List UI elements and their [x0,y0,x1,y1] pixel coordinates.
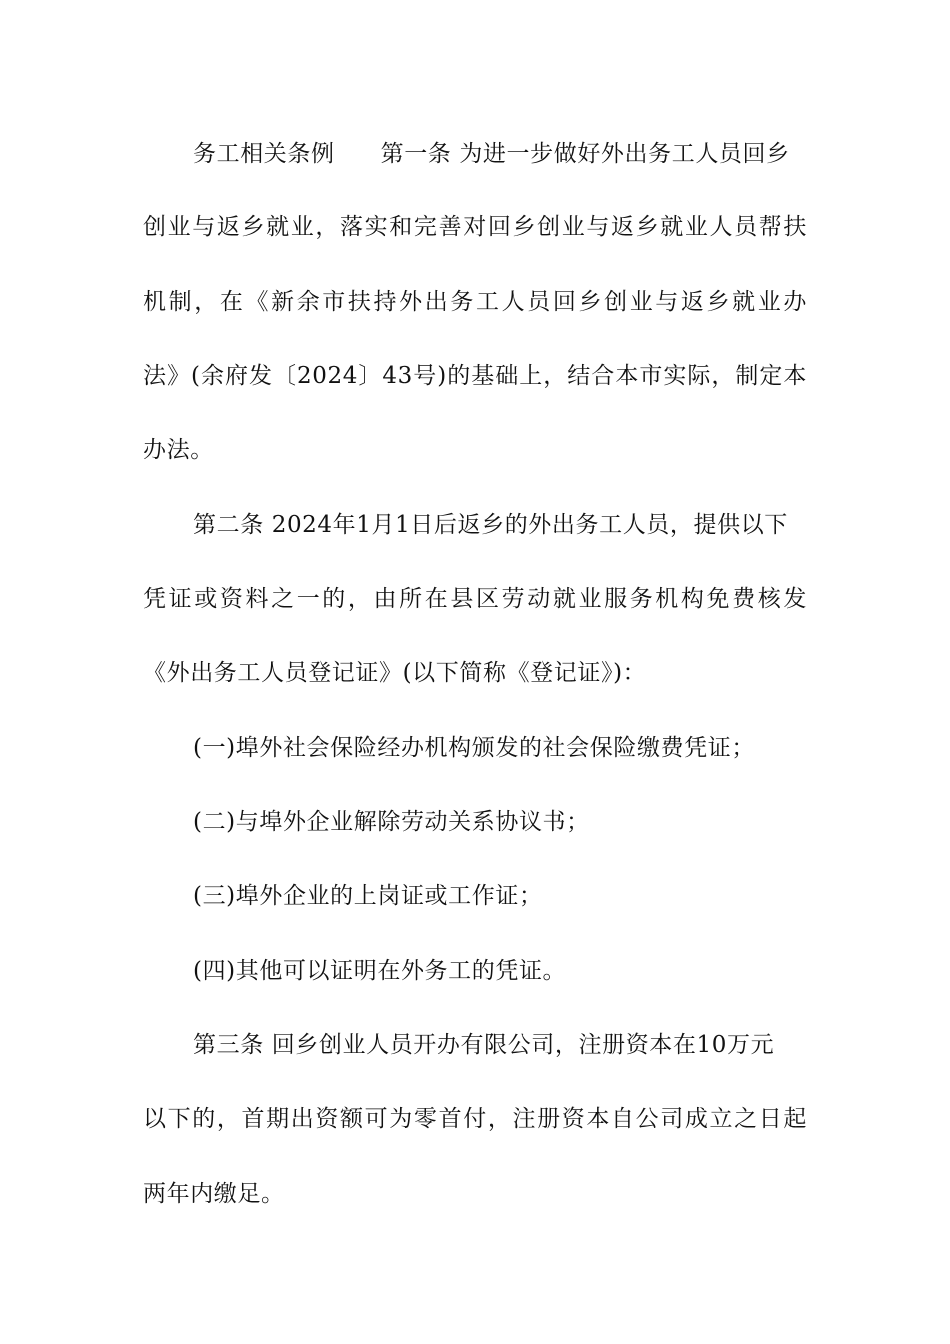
paragraph-line-15: 两年内缴足。 [143,1181,285,1207]
paragraph-line-3: 机制，在《新余市扶持外出务工人员回乡创业与返乡就业办 [143,289,807,315]
paragraph-line-8: 《外出务工人员登记证》(以下简称《登记证》)： [143,660,647,686]
document-title: 务工相关条例 [193,141,335,167]
paragraph-line-1 [193,139,790,169]
list-item-3: (三)埠外企业的上岗证或工作证； [193,883,543,909]
article-2-start: 第二条 2024年1月1日后返乡的外出务工人员，提供以下 [193,512,788,538]
list-item-2: (二)与埠外企业解除劳动关系协议书； [193,809,590,835]
list-item-4: (四)其他可以证明在外务工的凭证。 [193,958,567,984]
list-item-1: (一)埠外社会保险经办机构颁发的社会保险缴费凭证； [193,735,755,761]
article-1-start: 第一条 为进一步做好外出务工人员回乡 [380,141,790,167]
paragraph-line-7: 凭证或资料之一的，由所在县区劳动就业服务机构免费核发 [143,586,807,612]
paragraph-line-5: 办法。 [143,437,214,463]
paragraph-line-2: 创业与返乡就业，落实和完善对回乡创业与返乡就业人员帮扶 [143,214,807,240]
paragraph-line-4: 法》(余府发〔2024〕43号)的基础上，结合本市实际，制定本 [143,363,807,389]
article-3-start: 第三条 回乡创业人员开办有限公司，注册资本在10万元 [193,1032,775,1058]
paragraph-line-14: 以下的，首期出资额可为零首付，注册资本自公司成立之日起 [143,1106,807,1132]
